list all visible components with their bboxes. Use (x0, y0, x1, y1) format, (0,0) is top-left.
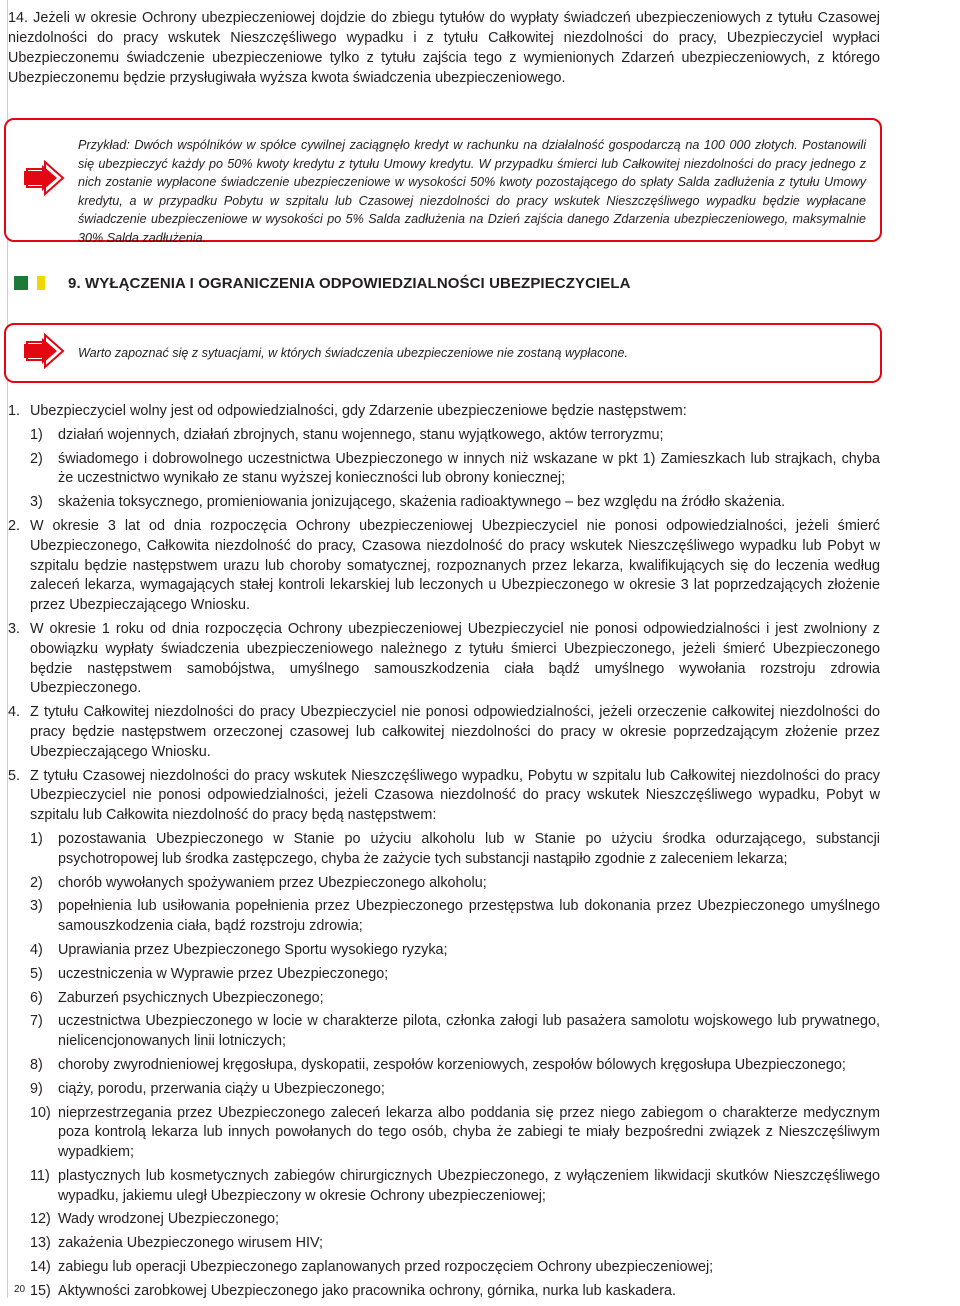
item-text: Z tytułu Całkowitej niezdolności do pracy Ubezpieczyciel nie ponosi odpowiedzialności, jeżeli orzeczenie całkowitej niezdolności do pracy będzie następstwem orzeczonej czasowej lub całkowitej niezdolności do pracy w okresie poprzedzającym złożenie przez Ubezpieczającego Wniosku. (30, 704, 880, 760)
sub-item-number: 1) (30, 830, 43, 847)
sub-item-number: 13) (30, 1235, 51, 1252)
yellow-square-icon (37, 276, 45, 290)
paragraph-14 (8, 8, 880, 88)
item-text: W okresie 3 lat od dnia rozpoczęcia Ochrony ubezpieczeniowej Ubezpieczyciel nie ponosi odpowiedzialności, jeżeli śmierć Ubezpieczonego, Całkowita niezdolność do pracy, Czasowa niezdolność do pracy wskutek Nieszczęśliwego wypadku lub Pobyt w szpitalu będzie następstwem urazu lub choroby somatycznej, rozpoznanych przez lekarza, kwalifikujących się do leczenia według zaleceń lekarza, wymagających stałej kontroli lekarskiej lub leczonych u Ubezpieczonego w okresie 3 lat poprzedzających złożenie przez Ubezpieczającego Wniosku. (30, 517, 880, 614)
item-text: Ubezpieczyciel wolny jest od odpowiedzialności, gdy Zdarzenie ubezpieczeniowe będzie następstwem: (30, 403, 687, 419)
sub-item-number: 9) (30, 1080, 43, 1097)
sub-item (0, 450, 880, 490)
sub-item (0, 1080, 880, 1100)
list-item (0, 620, 880, 699)
sub-item (0, 989, 880, 1009)
paragraph-number: 14. (8, 10, 29, 26)
sub-item-text: plastycznych lub kosmetycznych zabiegów chirurgicznych Ubezpieczonego, z wyłączeniem likwidacji skutków Nieszczęśliwego wypadku, jakiemu uległ Ubezpieczony w okresie Ochrony ubezpieczeniowej; (58, 1167, 880, 1204)
sub-item-text: Aktywności zarobkowej Ubezpieczonego jako pracownika ochrony, górnika, nurka lub kaskadera. (58, 1282, 677, 1299)
note-box (4, 323, 882, 383)
sub-item-number: 2) (30, 450, 43, 467)
sub-item-text: skażenia toksycznego, promieniowania jonizującego, skażenia radioaktywnego – bez względu na źródło skażenia. (58, 494, 786, 511)
sub-item-text: ciąży, porodu, przerwania ciąży u Ubezpieczonego; (58, 1080, 385, 1097)
sub-item (0, 426, 880, 446)
example-text: Przykład: Dwóch wspólników w spółce cywilnej zaciągnęło kredyt w rachunku na działalność gospodarczą na 100 000 złotych. Postanowili się ubezpieczyć każdy po 50% kwoty kredytu z tytułu Umowy kredytu. W przypadku śmierci lub Całkowitej niezdolności do pracy jednego z nich zostanie wypłacone świadczenie ubezpieczeniowe w wysokości 50% kwoty pozostającego do spłaty Salda zadłużenia z tytułu Umowy kredytu, a w przypadku Pobytu w szpitalu lub Czasowej niezdolności do pracy wskutek Nieszczęśliwego wypadku będzie wypłacane świadczenie ubezpieczeniowe w wysokości po 5% Salda zadłużenia na Dzień zajścia danego Zdarzenia ubezpieczeniowego, maksymalnie 30% Salda zadłużenia. (78, 138, 866, 245)
item-number: 1. (8, 403, 21, 419)
sub-item-number: 5) (30, 965, 43, 982)
sub-item (0, 1167, 880, 1207)
sub-item (0, 874, 880, 894)
item-number: 3. (8, 620, 21, 637)
sub-item-number: 15) (30, 1282, 51, 1299)
sub-item-text: popełnienia lub usiłowania popełnienia przez Ubezpieczonego przestępstwa lub dokonania przez Ubezpieczonego umyślnego samouszkodzenia ciała, bądź rozstroju zdrowia; (58, 898, 880, 935)
sub-item-text: działań wojennych, działań zbrojnych, stanu wojennego, stanu wyjątkowego, aktów terroryzmu; (58, 426, 664, 443)
red-arrow-icon (22, 160, 66, 196)
sub-item (0, 1104, 880, 1163)
item-text: Z tytułu Czasowej niezdolności do pracy wskutek Nieszczęśliwego wypadku, Pobytu w szpitalu lub Całkowitej niezdolności do pracy Ubezpieczyciel nie ponosi odpowiedzialności, jeżeli Czasowa niezdolność do pracy wskutek Nieszczęśliwego wypadku, Pobyt w szpitalu lub Całkowita niezdolność do pracy będą następstwem: (30, 767, 880, 824)
sub-item (0, 965, 880, 985)
sub-item-text: chorób wywołanych spożywaniem przez Ubezpieczonego alkoholu; (58, 874, 487, 891)
list-item (0, 767, 880, 826)
item-text: W okresie 1 roku od dnia rozpoczęcia Ochrony ubezpieczeniowej Ubezpieczyciel nie ponosi odpowiedzialności i jest zwolniony z obowiązku wypłaty świadczenia ubezpieczeniowego należnego z tytułu śmierci Ubezpieczonego, jeżeli śmierć Ubezpieczonego będzie następstwem samobójstwa, umyślnego samouszkodzenia ciała bądź umyślnego wywołania rozstroju zdrowia Ubezpieczonego. (30, 620, 880, 697)
sub-item-number: 2) (30, 874, 43, 891)
sub-item-number: 4) (30, 941, 43, 958)
list-item (0, 402, 880, 422)
sub-item-text: Uprawiania przez Ubezpieczonego Sportu wysokiego ryzyka; (58, 941, 448, 958)
exclusions-list (0, 402, 880, 1306)
green-square-icon (14, 276, 28, 290)
sub-item (0, 897, 880, 937)
sub-item-text: uczestnictwa Ubezpieczonego w locie w charakterze pilota, członka załogi lub pasażera samolotu wojskowego lub prywatnego, nielicencjonowanych linii lotniczych; (58, 1013, 880, 1050)
sub-item-number: 3) (30, 494, 43, 511)
sub-item-number: 6) (30, 989, 43, 1006)
sub-item-number: 8) (30, 1056, 43, 1073)
sub-item-text: uczestniczenia w Wyprawie przez Ubezpieczonego; (58, 965, 389, 982)
sub-item-number: 3) (30, 898, 43, 915)
note-text: Warto zapoznać się z sytuacjami, w których świadczenia ubezpieczeniowe nie zostaną wypłacone. (78, 346, 628, 360)
section-heading (14, 274, 874, 296)
sub-item-number: 1) (30, 426, 43, 443)
red-arrow-icon (22, 333, 66, 369)
sub-item-text: zakażenia Ubezpieczonego wirusem HIV; (58, 1235, 324, 1252)
sub-item (0, 1056, 880, 1076)
sub-item (0, 493, 880, 513)
item-number: 4. (8, 704, 21, 721)
sub-item (0, 941, 880, 961)
sub-item (0, 1282, 880, 1302)
sub-item-text: choroby zwyrodnieniowej kręgosłupa, dyskopatii, zespołów korzeniowych, zespołów bólowych kręgosłupa Ubezpieczonego; (58, 1056, 846, 1073)
sub-item-text: Zaburzeń psychicznych Ubezpieczonego; (58, 989, 324, 1006)
sub-item (0, 1210, 880, 1230)
sub-item-text: Wady wrodzonej Ubezpieczonego; (58, 1211, 280, 1228)
sub-item-text: pozostawania Ubezpieczonego w Stanie po użyciu alkoholu lub w Stanie po użyciu środka odurzającego, substancji psychotropowej lub środka zastępczego, chyba że zażycie tych substancji nastąpiło zgodnie z zaleceniem lekarza; (58, 830, 880, 867)
sub-item (0, 1234, 880, 1254)
sub-item (0, 1012, 880, 1052)
sub-item-text: nieprzestrzegania przez Ubezpieczonego zaleceń lekarza albo poddania się przez niego zabiegom o charakterze medycznym poza kontrolą lekarza lub innych powołanych do tego osób, chyba że zabiegi te miały bezpośredni związek z Nieszczęśliwym wypadkiem; (58, 1104, 880, 1161)
sub-item-number: 12) (30, 1211, 51, 1228)
list-item (0, 517, 880, 616)
sub-item-number: 11) (30, 1167, 50, 1184)
sub-item-text: świadomego i dobrowolnego uczestnictwa Ubezpieczonego w innych niż wskazane w pkt 1) Zamieszkach lub strajkach, chyba że uczestnictwo wynikało ze stanu wyższej konieczności lub obrony koniecznej; (58, 450, 880, 487)
sub-item-number: 14) (30, 1259, 51, 1276)
sub-item-number: 10) (30, 1104, 51, 1121)
paragraph-text: Jeżeli w okresie Ochrony ubezpieczeniowej dojdzie do zbiegu tytułów do wypłaty świadczeń ubezpieczeniowych z tytułu Czasowej niezdolności do pracy wskutek Nieszczęśliwego wypadku i z tytułu Całkowitej niezdolności do pracy, Ubezpieczyciel wypłaci Ubezpieczonemu świadczenie ubezpieczeniowe tylko z tytułu zajścia tego z wymienionych Zdarzeń ubezpieczeniowych, z którego Ubezpieczonemu będzie przysługiwała wyższa kwota świadczenia ubezpieczeniowego. (8, 10, 880, 86)
list-item (0, 703, 880, 762)
section-title: 9. WYŁĄCZENIA I OGRANICZENIA ODPOWIEDZIALNOŚCI UBEZPIECZYCIELA (68, 275, 631, 292)
sub-item-number: 7) (30, 1013, 43, 1030)
sub-item (0, 830, 880, 870)
sub-item (0, 1258, 880, 1278)
sub-item-text: zabiegu lub operacji Ubezpieczonego zaplanowanych przed rozpoczęciem Ochrony ubezpieczeniowej; (58, 1259, 714, 1276)
item-number: 2. (8, 517, 21, 534)
example-box (4, 118, 882, 245)
page-number: 20 (14, 1284, 26, 1295)
item-number: 5. (8, 767, 21, 784)
